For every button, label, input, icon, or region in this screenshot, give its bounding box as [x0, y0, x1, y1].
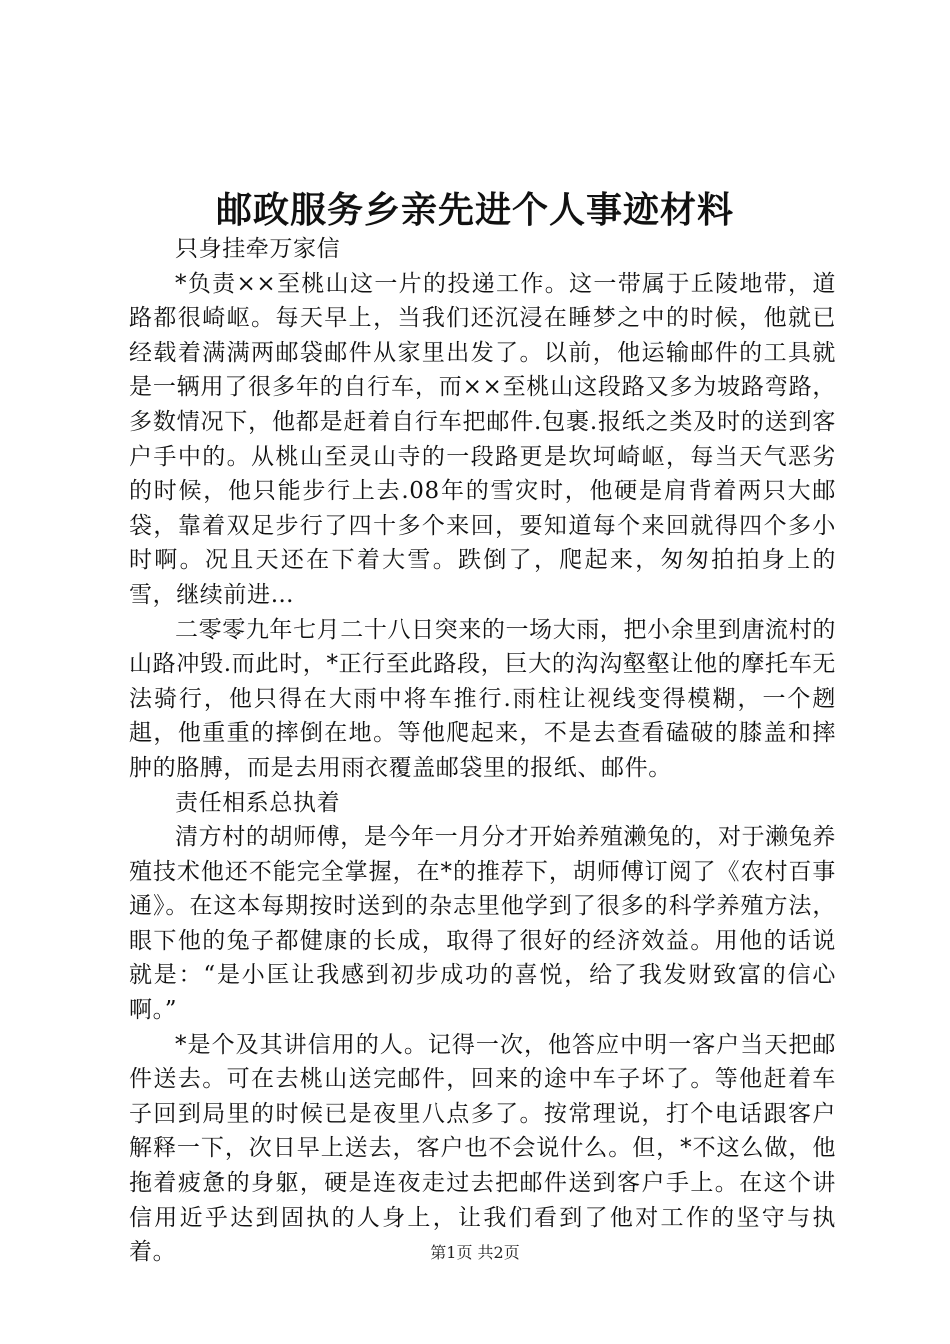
page-number-footer: 第1页 共2页 — [430, 1243, 520, 1262]
paragraph-1: *负责××至桃山这一片的投递工作。这一带属于丘陵地带，道路都很崎岖。每天早上，当我们还沉浸在睡梦之中的时候，他就已经载着满满两邮袋邮件从家里出发了。以前，他运输邮件的工具就是一辆用了很多年的自行车，而××至桃山这段路又多为坡路弯路，多数情况下，他都是赶着自行车把邮件.包裹.报纸之类及时的送到客户手中的。从桃山至灵山寺的一段路更是坎坷崎岖，每当天气恶劣的时候，他只能步行上去.08年的雪灾时，他硬是肩背着两只大邮袋，靠着双足步行了四十多个来回，要知道每个来回就得四个多小时啊。况且天还在下着大雪。跌倒了，爬起来，匆匆拍拍身上的雪，继续前进… — [129, 270, 836, 608]
paragraph-4: *是个及其讲信用的人。记得一次，他答应中明一客户当天把邮件送去。可在去桃山送完邮件，回来的途中车子坏了。等他赶着车子回到局里的时候已是夜里八点多了。按常理说，打个电话跟客户解释一下，次日早上送去，客户也不会说什么。但，*不这么做，他拖着疲惫的身躯，硬是连夜走过去把邮件送到客户手上。在这个讲信用近乎达到固执的人身上，让我们看到了他对工作的坚守与执着。 — [129, 1031, 836, 1266]
section-heading-1: 只身挂牵万家信 — [175, 236, 341, 262]
document-body — [129, 232, 836, 1270]
paragraph-3: 清方村的胡师傅，是今年一月分才开始养殖濑兔的，对于濑兔养殖技术他还不能完全掌握，在*的推荐下，胡师傅订阅了《农村百事通》。在这本每期按时送到的杂志里他学到了很多的科学养殖方法，眼下他的兔子都健康的长成，取得了很好的经济效益。用他的话说就是：“是小匡让我感到初步成功的喜悦，给了我发财致富的信心啊。” — [129, 824, 836, 1024]
document-title: 邮政服务乡亲先进个人事迹材料 — [215, 189, 734, 231]
paragraph-2: 二零零九年七月二十八日突来的一场大雨，把小余里到唐流村的山路冲毁.而此时，*正行至此路段，巨大的沟沟壑壑让他的摩托车无法骑行，他只得在大雨中将车推行.雨柱让视线变得模糊，一个趔趄，他重重的摔倒在地。等他爬起来，不是去查看磕破的膝盖和摔肿的胳膊，而是去用雨衣覆盖邮袋里的报纸、邮件。 — [129, 616, 836, 781]
section-heading-2: 责任相系总执着 — [175, 789, 341, 816]
